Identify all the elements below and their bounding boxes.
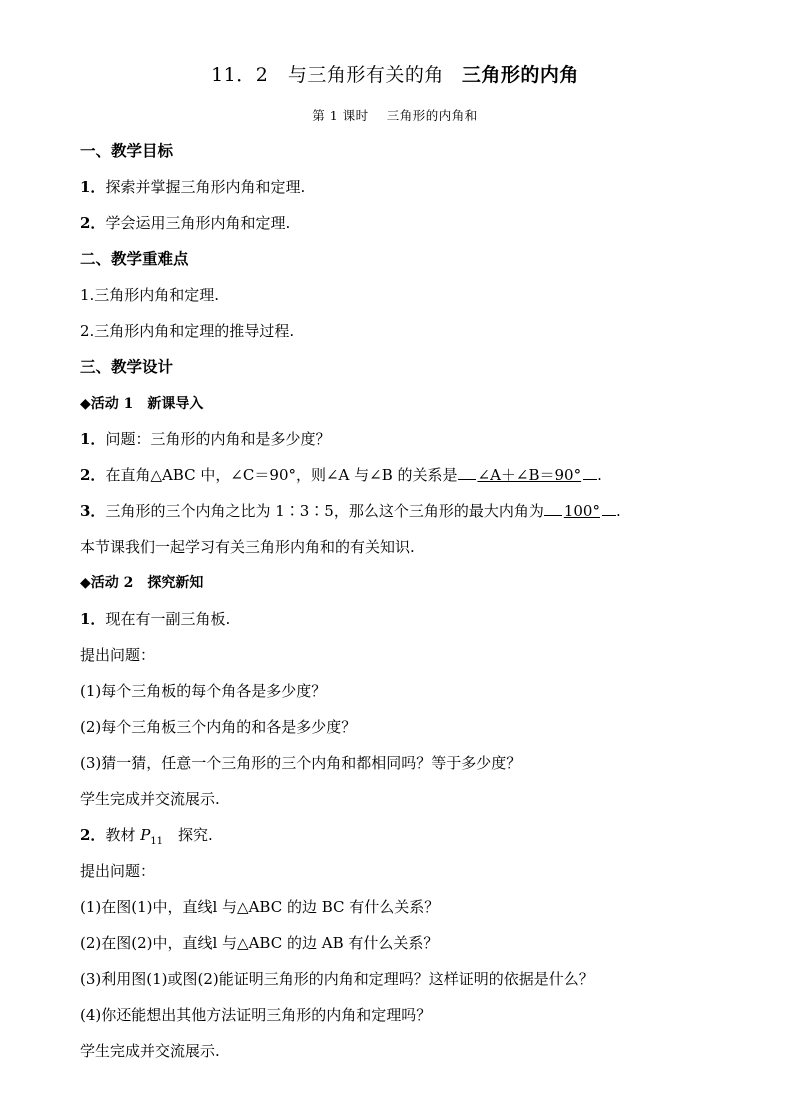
- item-number: 1．: [80, 178, 106, 196]
- answer-blank: ∠A＋∠B＝90°: [477, 466, 582, 484]
- section-heading-design: 三、教学设计: [80, 357, 174, 376]
- activity-2-heading: ◆活动 2 探究新知: [80, 575, 204, 591]
- objective-item-1: [80, 177, 750, 197]
- item-number: 1．: [80, 610, 106, 628]
- question-b2: (2)在图(2)中，直线l 与△ABC 的边 AB 有什么关系？: [80, 934, 439, 952]
- page-ref: P: [140, 826, 151, 844]
- section-heading-key-points: 二、教学重难点: [80, 249, 189, 268]
- item-number: 2．: [80, 466, 106, 484]
- page-ref-number: 11: [150, 836, 164, 847]
- page-title: [0, 60, 790, 87]
- subtitle-topic: 三角形的内角和: [386, 108, 478, 123]
- key-point-item-2: 2.三角形内角和定理的推导过程.: [80, 322, 295, 340]
- objective-item-2: [80, 213, 750, 233]
- blank-underline: [544, 501, 562, 516]
- item-text-end: 探究.: [163, 826, 213, 844]
- question-a1: (1)每个三角板的每个角各是多少度？: [80, 682, 327, 700]
- question-b1: (1)在图(1)中，直线l 与△ABC 的边 BC 有什么关系？: [80, 898, 440, 916]
- activity-2-point-1: [80, 609, 750, 629]
- students-complete-note: 学生完成并交流展示.: [80, 1042, 220, 1060]
- page-subtitle: [0, 106, 790, 124]
- activity-1-question-3: [80, 501, 750, 521]
- ask-questions-label: 提出问题：: [80, 646, 156, 664]
- item-number: 2．: [80, 214, 106, 232]
- students-complete-note: 学生完成并交流展示.: [80, 790, 220, 808]
- activity-2-point-2: [80, 825, 750, 852]
- key-point-item-1: 1.三角形内角和定理.: [80, 286, 220, 304]
- answer-blank: 100°: [563, 502, 600, 520]
- activity-1-question-2: [80, 465, 750, 485]
- item-number: 2．: [80, 826, 106, 844]
- item-text: 在直角△ABC 中，∠C＝90°，则∠A 与∠B 的关系是: [105, 466, 458, 484]
- blank-underline: [458, 465, 476, 480]
- activity-1-question-1: [80, 429, 750, 449]
- title-section-number: 11．2 与三角形有关的角: [211, 64, 444, 86]
- item-end: .: [615, 502, 621, 520]
- item-text: 探索并掌握三角形内角和定理.: [105, 178, 306, 196]
- item-end: .: [597, 466, 602, 484]
- item-text: 三角形的三个内角之比为 1∶3∶5，那么这个三角形的最大内角为: [105, 502, 544, 520]
- item-text: 学会运用三角形内角和定理.: [105, 214, 291, 232]
- question-b4: (4)你还能想出其他方法证明三角形的内角和定理吗？: [80, 1006, 432, 1024]
- item-text: 问题：三角形的内角和是多少度？: [105, 430, 331, 448]
- item-text: 现在有一副三角板.: [105, 610, 231, 628]
- item-number: 1．: [80, 430, 106, 448]
- blank-underline: [583, 465, 597, 480]
- activity-1-heading: ◆活动 1 新课导入: [80, 396, 204, 412]
- question-a3: (3)猜一猜，任意一个三角形的三个内角和都相同吗？等于多少度？: [80, 754, 522, 772]
- activity-1-summary: 本节课我们一起学习有关三角形内角和的有关知识.: [80, 538, 415, 556]
- section-heading-objectives: 一、教学目标: [80, 141, 174, 160]
- subtitle-lesson: 第 1 课时: [312, 108, 369, 123]
- item-text: 教材: [105, 826, 141, 844]
- item-number: 3．: [80, 502, 106, 520]
- blank-underline: [602, 501, 616, 516]
- title-topic: 三角形的内角: [461, 64, 579, 86]
- question-b3: (3)利用图(1)或图(2)能证明三角形的内角和定理吗？这样证明的依据是什么？: [80, 970, 594, 988]
- ask-questions-label: 提出问题：: [80, 862, 156, 880]
- question-a2: (2)每个三角板三个内角的和各是多少度？: [80, 718, 357, 736]
